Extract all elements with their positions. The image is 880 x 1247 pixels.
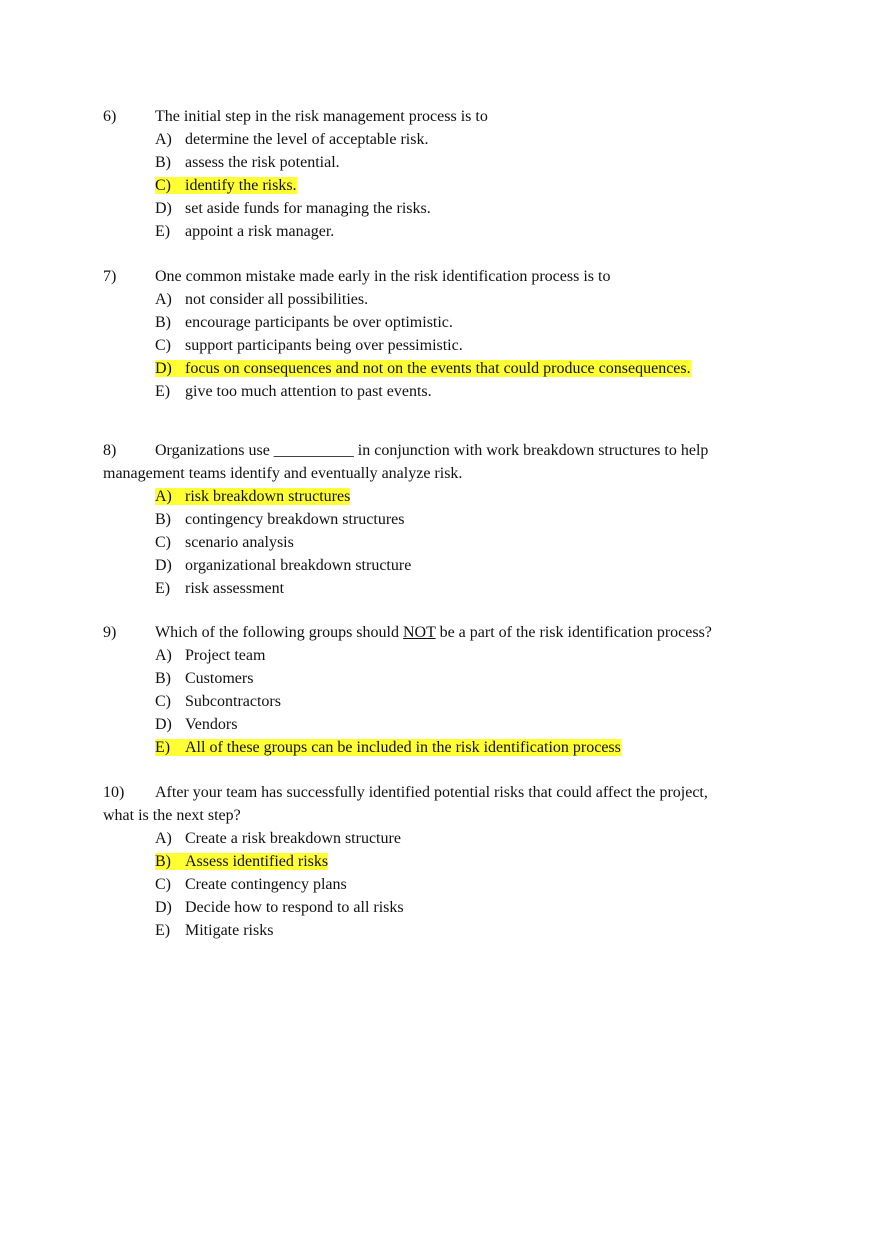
option-e: [0, 577, 880, 600]
option-text: risk breakdown structures: [185, 488, 351, 505]
option-letter: D): [155, 899, 172, 916]
option-letter: A): [155, 647, 172, 664]
option-b-answer: [0, 850, 880, 873]
option-c: [0, 873, 880, 896]
question-text-line2: management teams identify and eventually analyze risk.: [103, 465, 463, 482]
option-letter: E): [155, 223, 171, 240]
option-text: Mitigate risks: [185, 922, 274, 939]
question-text-before: Which of the following groups should: [155, 624, 403, 641]
question-9: [0, 621, 880, 759]
option-text: determine the level of acceptable risk.: [185, 131, 429, 148]
option-text: encourage participants be over optimistic.: [185, 314, 453, 331]
option-a: [0, 128, 880, 151]
option-letter: A): [155, 131, 172, 148]
question-text-line1: After your team has successfully identified potential risks that could affect the project,: [155, 784, 708, 801]
option-e: [0, 220, 880, 243]
option-c: [0, 690, 880, 713]
option-letter: A): [155, 488, 172, 505]
question-text-line1: Organizations use __________ in conjunction with work breakdown structures to help: [155, 442, 709, 459]
option-a: [0, 827, 880, 850]
option-text: support participants being over pessimistic.: [185, 337, 463, 354]
question-stem-continued: [0, 462, 880, 485]
option-text: identify the risks.: [185, 177, 297, 194]
option-letter: A): [155, 830, 172, 847]
option-d: [0, 197, 880, 220]
option-text: Subcontractors: [185, 693, 281, 710]
option-b: [0, 508, 880, 531]
option-text: Decide how to respond to all risks: [185, 899, 404, 916]
option-text: Create a risk breakdown structure: [185, 830, 401, 847]
option-text: set aside funds for managing the risks.: [185, 200, 431, 217]
option-letter: B): [155, 314, 171, 331]
option-text: give too much attention to past events.: [185, 383, 432, 400]
option-text: All of these groups can be included in the risk identification process: [185, 739, 621, 756]
option-letter: B): [155, 670, 171, 687]
question-7: [0, 265, 880, 403]
option-letter: D): [155, 200, 172, 217]
option-letter: C): [155, 534, 171, 551]
question-number: 6): [103, 108, 117, 125]
option-letter: E): [155, 580, 171, 597]
question-stem-continued: [0, 804, 880, 827]
option-text: contingency breakdown structures: [185, 511, 405, 528]
option-text: Create contingency plans: [185, 876, 347, 893]
option-letter: B): [155, 853, 171, 870]
option-letter: D): [155, 557, 172, 574]
option-letter: C): [155, 876, 171, 893]
option-letter: E): [155, 383, 171, 400]
question-number: 10): [103, 784, 125, 801]
option-letter: C): [155, 337, 171, 354]
option-d: [0, 896, 880, 919]
option-letter: C): [155, 693, 171, 710]
question-number: 7): [103, 268, 117, 285]
option-letter: B): [155, 511, 171, 528]
question-text: One common mistake made early in the risk identification process is to: [155, 268, 611, 285]
option-letter: E): [155, 739, 171, 756]
question-6: [0, 105, 880, 243]
option-letter: E): [155, 922, 171, 939]
question-text-after: be a part of the risk identification process?: [435, 624, 712, 641]
option-text: Vendors: [185, 716, 238, 733]
question-text-emphasis: NOT: [402, 624, 436, 641]
option-d-answer: [0, 357, 880, 380]
option-letter: D): [155, 716, 172, 733]
option-letter: A): [155, 291, 172, 308]
option-d: [0, 554, 880, 577]
question-stem: [0, 781, 880, 804]
option-text: not consider all possibilities.: [185, 291, 369, 308]
question-text-line2: what is the next step?: [103, 807, 241, 824]
option-c: [0, 334, 880, 357]
question-stem: [0, 621, 880, 644]
option-letter: C): [155, 177, 171, 194]
question-8: [0, 439, 880, 600]
option-e: [0, 919, 880, 942]
option-text: assess the risk potential.: [185, 154, 340, 171]
option-text: focus on consequences and not on the events that could produce consequences.: [185, 360, 691, 377]
option-text: Customers: [185, 670, 254, 687]
option-e-answer: [0, 736, 880, 759]
option-b: [0, 311, 880, 334]
option-a: [0, 644, 880, 667]
option-e: [0, 380, 880, 403]
option-letter: D): [155, 360, 172, 377]
option-text: risk assessment: [185, 580, 285, 597]
option-text: scenario analysis: [185, 534, 294, 551]
question-stem: [0, 105, 880, 128]
option-letter: B): [155, 154, 171, 171]
option-text: Project team: [185, 647, 266, 664]
option-a-answer: [0, 485, 880, 508]
option-d: [0, 713, 880, 736]
option-b: [0, 151, 880, 174]
question-stem: [0, 265, 880, 288]
option-a: [0, 288, 880, 311]
question-text: The initial step in the risk management process is to: [155, 108, 488, 125]
question-number: 9): [103, 624, 117, 641]
option-b: [0, 667, 880, 690]
question-number: 8): [103, 442, 117, 459]
question-stem: [0, 439, 880, 462]
option-c-answer: [0, 174, 880, 197]
option-text: Assess identified risks: [185, 853, 329, 870]
option-text: organizational breakdown structure: [185, 557, 412, 574]
option-text: appoint a risk manager.: [185, 223, 335, 240]
option-c: [0, 531, 880, 554]
question-10: [0, 781, 880, 942]
